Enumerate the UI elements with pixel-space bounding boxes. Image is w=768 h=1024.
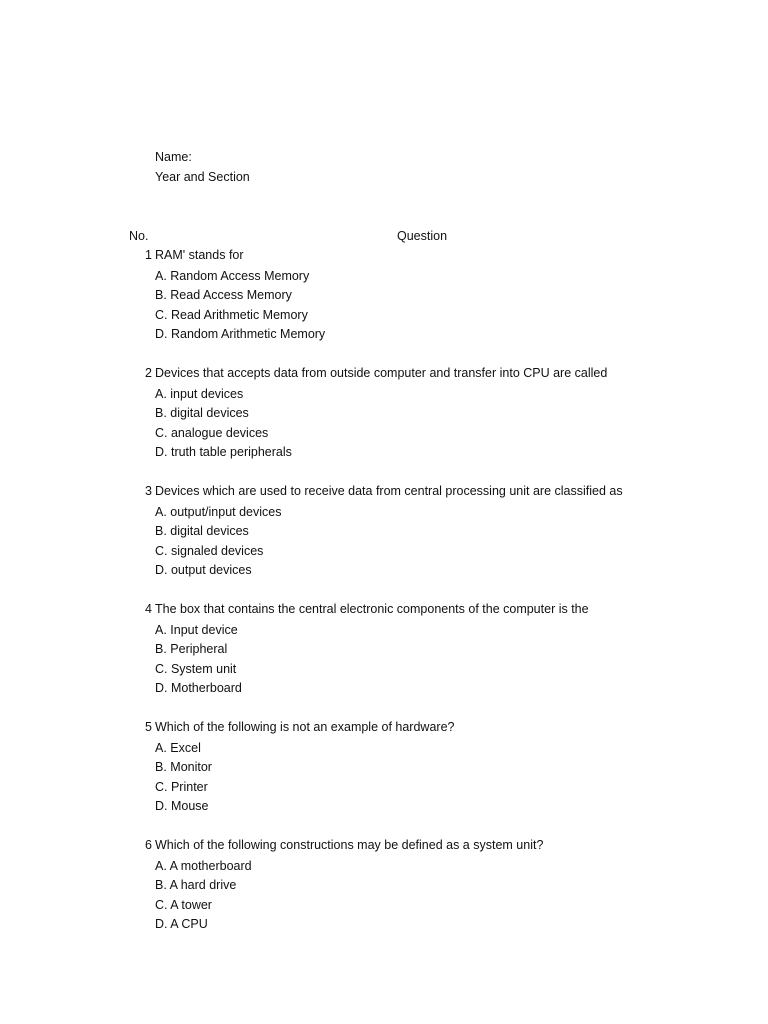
answer-option: D. A CPU (155, 917, 208, 932)
answer-option: C. Printer (155, 779, 208, 794)
question-number: 1 (145, 248, 152, 262)
answer-option: B. A hard drive (155, 878, 237, 893)
answer-option: A. A motherboard (155, 858, 252, 873)
question-number: 2 (145, 366, 152, 380)
answer-option: C. signaled devices (155, 543, 264, 558)
question-text: Which of the following is not an example of hardware? (155, 720, 455, 734)
answer-option: A. Input device (155, 622, 238, 637)
answer-option: B. Monitor (155, 760, 212, 775)
column-header-question: Question (397, 229, 448, 243)
question-text: The box that contains the central electronic components of the computer is the (155, 602, 589, 616)
question-text: Devices that accepts data from outside computer and transfer into CPU are called (155, 366, 608, 380)
answer-option: C. analogue devices (155, 425, 269, 440)
option-list (155, 268, 325, 346)
year-section-label: Year and Section (155, 170, 250, 184)
option-list (155, 740, 212, 818)
question-item (0, 602, 768, 720)
answer-option: C. System unit (155, 661, 237, 676)
answer-option: B. digital devices (155, 524, 249, 539)
option-list (155, 622, 242, 700)
answer-option: D. Random Arithmetic Memory (155, 327, 326, 342)
answer-option: A. Excel (155, 740, 201, 755)
question-text: Devices which are used to receive data from central processing unit are classified as (155, 484, 623, 498)
answer-option: A. Random Access Memory (155, 268, 310, 283)
answer-option: A. input devices (155, 386, 244, 401)
question-item (0, 838, 768, 956)
name-label: Name: (155, 150, 192, 164)
question-item (0, 366, 768, 484)
option-list (155, 386, 292, 464)
question-item (0, 248, 768, 366)
answer-option: C. A tower (155, 897, 212, 912)
answer-option: D. Motherboard (155, 681, 242, 696)
question-number: 5 (145, 720, 152, 734)
answer-option: D. output devices (155, 563, 252, 578)
student-info (155, 149, 250, 189)
option-list (155, 858, 252, 936)
answer-option: B. Peripheral (155, 642, 228, 657)
answer-option: B. digital devices (155, 406, 249, 421)
question-number: 6 (145, 838, 152, 852)
answer-option: D. truth table peripherals (155, 445, 292, 460)
question-item (0, 484, 768, 602)
question-list (0, 248, 768, 956)
question-text: RAM' stands for (155, 248, 244, 262)
question-number: 3 (145, 484, 152, 498)
answer-option: A. output/input devices (155, 504, 282, 519)
answer-option: B. Read Access Memory (155, 288, 292, 303)
answer-option: C. Read Arithmetic Memory (155, 307, 308, 322)
column-header-no: No. (129, 229, 149, 243)
question-text: Which of the following constructions may be defined as a system unit? (155, 838, 544, 852)
question-item (0, 720, 768, 838)
question-number: 4 (145, 602, 152, 616)
answer-option: D. Mouse (155, 799, 209, 814)
option-list (155, 504, 281, 582)
